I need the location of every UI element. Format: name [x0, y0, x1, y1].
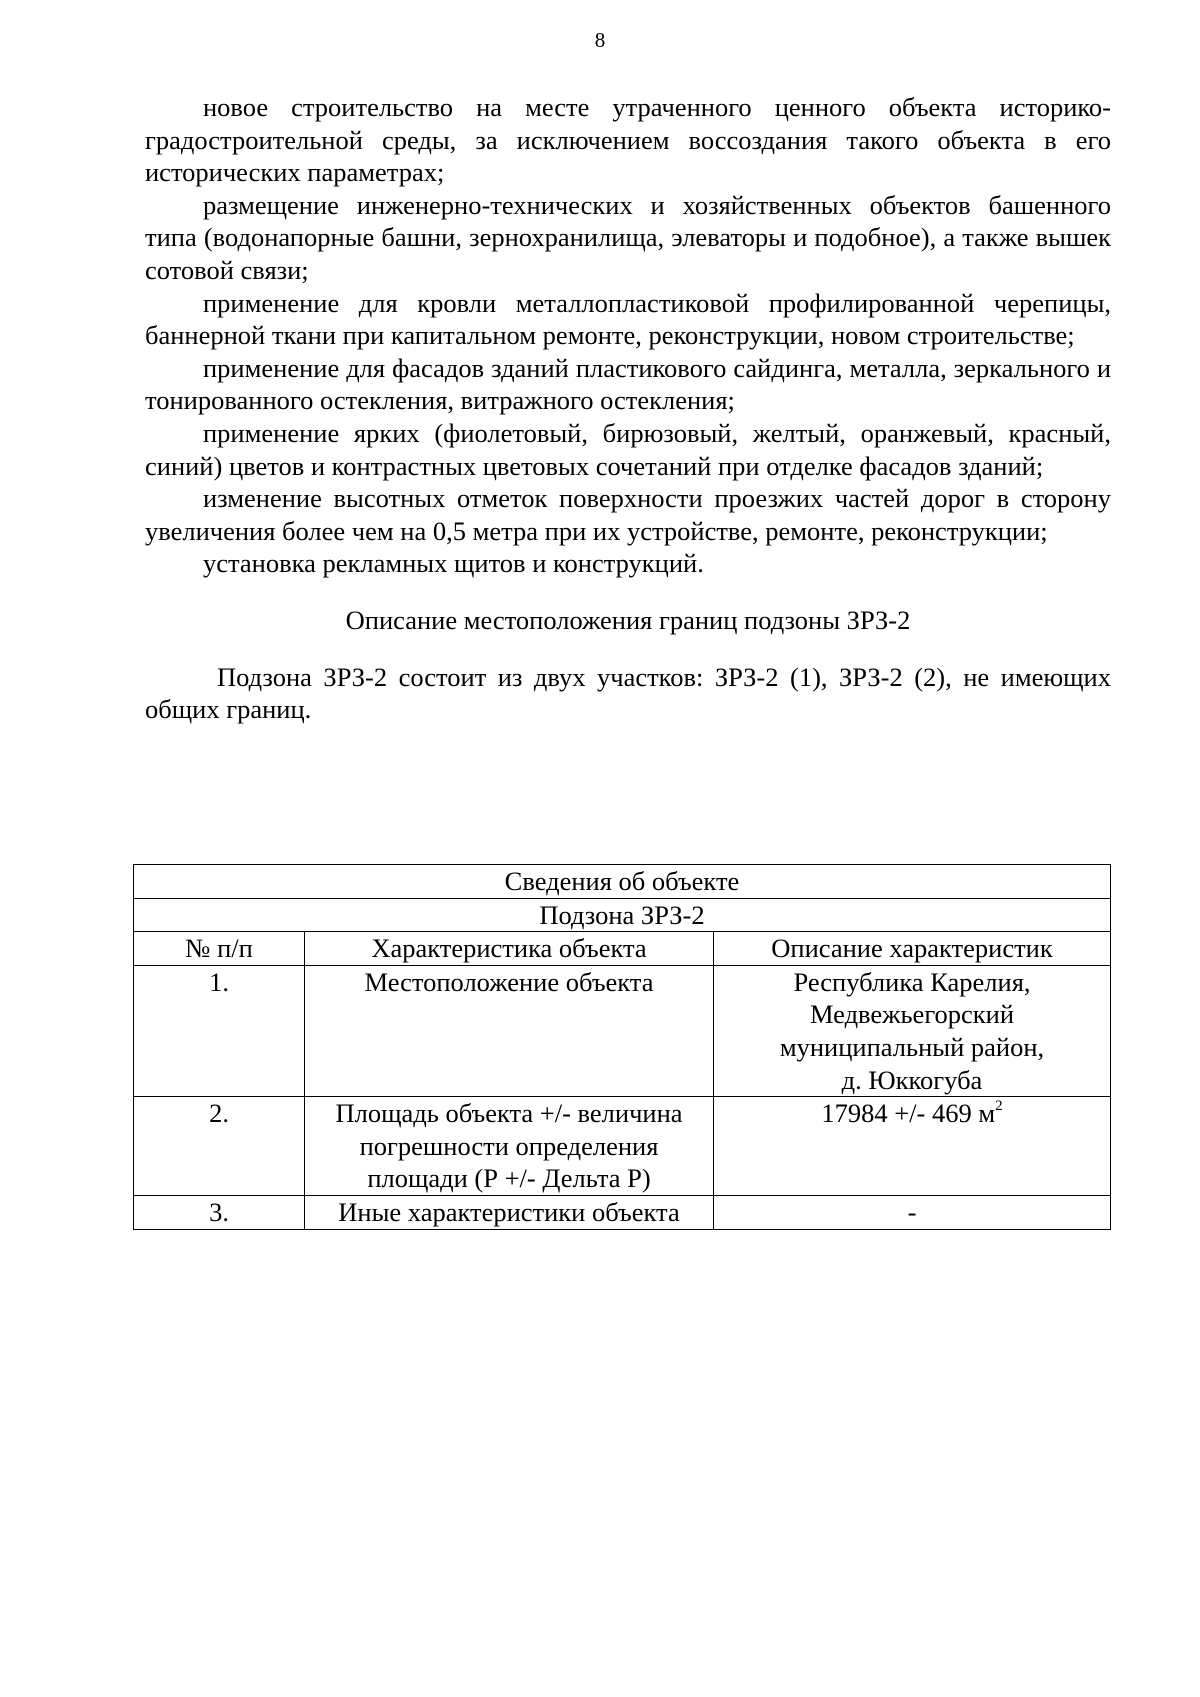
object-info-table: [133, 864, 1111, 1230]
restriction-paragraph: размещение инженерно-технических и хозяйственных объектов башенного типа (водонапорные башни, зернохранилища, элеваторы и подобное), а также вышек сотовой связи;: [145, 189, 1111, 285]
table-row: [134, 965, 1111, 1096]
page-number: 8: [594, 28, 606, 52]
section-heading: Описание местоположения границ подзоны ЗРЗ-2: [345, 604, 911, 635]
restriction-paragraph: новое строительство на месте утраченного ценного объекта историко-градостроительной среды, за исключением воссоздания такого объекта в его исторических параметрах;: [145, 92, 1111, 188]
column-header-number: № п/п: [134, 932, 305, 966]
table-row: [134, 1195, 1111, 1229]
row-characteristic: Площадь объекта +/- величина погрешности определения площади (Р +/- Дельта Р): [305, 1097, 714, 1196]
table-row: [134, 1097, 1111, 1196]
restriction-paragraph: применение для фасадов зданий пластикового сайдинга, металла, зеркального и тонированного остекления, витражного остекления;: [145, 352, 1111, 416]
row-characteristic: Иные характеристики объекта: [305, 1195, 714, 1229]
row-characteristic: Местоположение объекта: [305, 965, 714, 1096]
table-title: Сведения об объекте: [134, 865, 1111, 899]
restriction-paragraph: изменение высотных отметок поверхности проезжих частей дорог в сторону увеличения более чем на 0,5 метра при их устройстве, ремонте, реконструкции;: [145, 483, 1111, 546]
row-number: 3.: [134, 1195, 305, 1229]
row-description: -: [714, 1195, 1111, 1229]
restriction-paragraph: применение для кровли металлопластиковой профилированной черепицы, баннерной ткани при капитальном ремонте, реконструкции, новом строительстве;: [145, 287, 1111, 351]
table-subtitle: Подзона ЗРЗ-2: [134, 898, 1111, 932]
table-subtitle-row: [134, 898, 1111, 932]
body-text: [145, 91, 1111, 726]
restriction-paragraph: установка рекламных щитов и конструкций.: [203, 548, 704, 579]
restriction-paragraph: применение ярких (фиолетовый, бирюзовый, желтый, оранжевый, красный, синий) цветов и контрастных цветовых сочетаний при отделке фасадов зданий;: [145, 417, 1111, 481]
intro-paragraph: Подзона ЗРЗ-2 состоит из двух участков: ЗРЗ-2 (1), ЗРЗ-2 (2), не имеющих общих границ.: [145, 661, 1111, 725]
row-description: [714, 1097, 1111, 1196]
area-value: 17984 +/- 469 м: [821, 1098, 996, 1129]
row-description: Республика Карелия, Медвежьегорский муниципальный район, д. Юккогуба: [714, 965, 1111, 1096]
row-number: 2.: [134, 1097, 305, 1196]
column-header-characteristic: Характеристика объекта: [305, 932, 714, 966]
table-title-row: [134, 865, 1111, 899]
area-unit-exponent: 2: [995, 1098, 1003, 1115]
row-number: 1.: [134, 965, 305, 1096]
column-header-description: Описание характеристик: [714, 932, 1111, 966]
table-header-row: [134, 932, 1111, 966]
